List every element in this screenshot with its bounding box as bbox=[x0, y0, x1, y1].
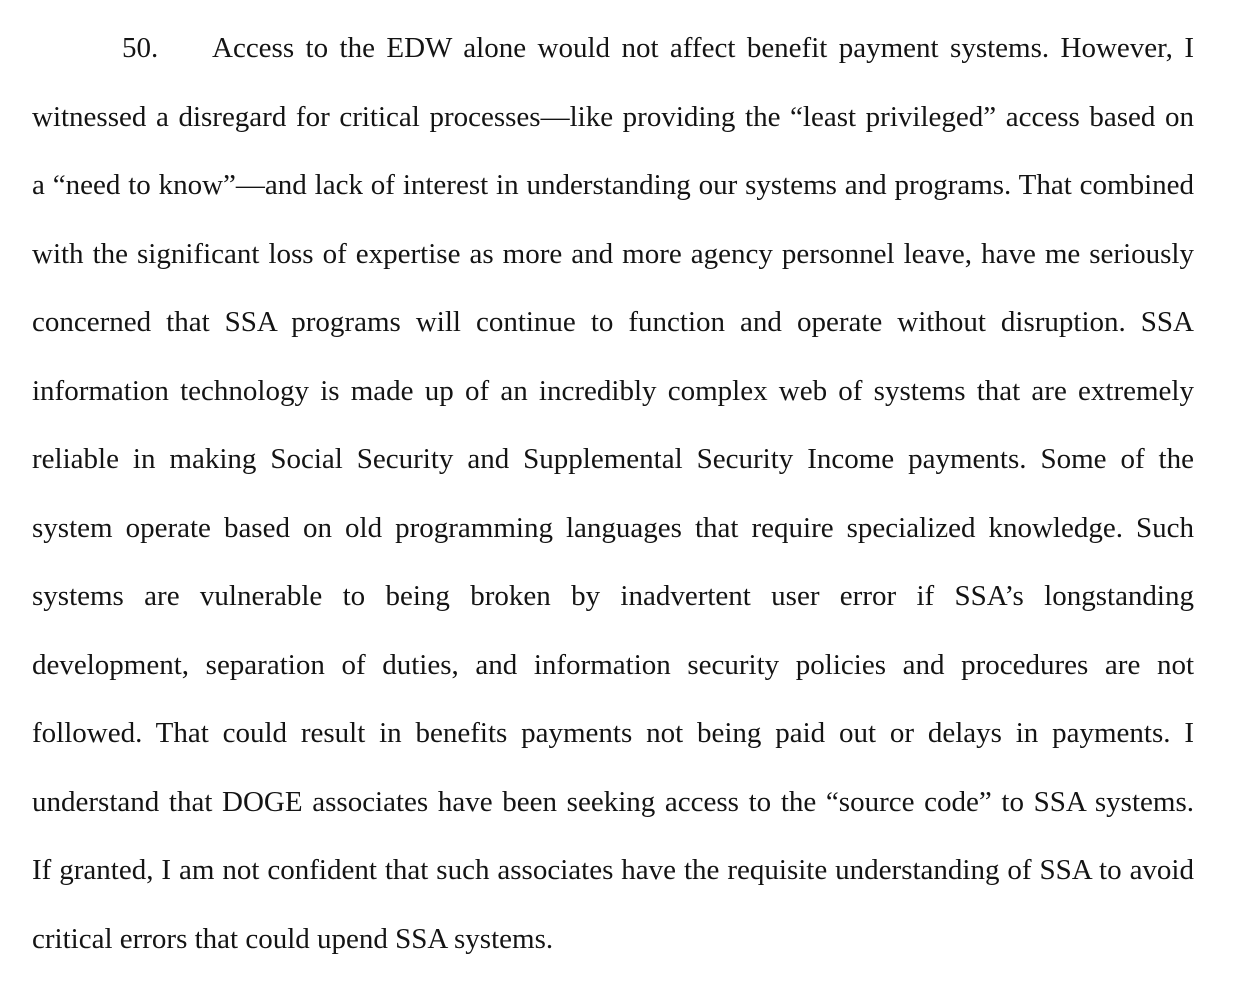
paragraph-line-4: with the significant loss of expertise as more and more agency personnel leave, have me seriously bbox=[32, 238, 1194, 270]
paragraph-line-8: system operate based on old programming languages that require specialized knowledge. Such bbox=[32, 512, 1194, 544]
paragraph-text: Access to the EDW alone would not affect benefit payment systems. However, I bbox=[212, 32, 1194, 64]
paragraph-line-11: followed. That could result in benefits payments not being paid out or delays in payments. I bbox=[32, 717, 1194, 749]
paragraph-line-2: witnessed a disregard for critical processes—like providing the “least privileged” access based on bbox=[32, 101, 1194, 133]
paragraph-line-14: critical errors that could upend SSA systems. bbox=[32, 923, 554, 955]
paragraph-line-9: systems are vulnerable to being broken by inadvertent user error if SSA’s longstanding bbox=[32, 580, 1194, 612]
paragraph-line-5: concerned that SSA programs will continue to function and operate without disruption. SSA bbox=[32, 306, 1194, 338]
paragraph-line-1 bbox=[122, 31, 1194, 65]
paragraph-number: 50. bbox=[122, 32, 159, 64]
paragraph-line-6: information technology is made up of an incredibly complex web of systems that are extremely bbox=[32, 375, 1194, 407]
paragraph-line-10: development, separation of duties, and information security policies and procedures are not bbox=[32, 649, 1194, 681]
paragraph-line-3: a “need to know”—and lack of interest in understanding our systems and programs. That combined bbox=[32, 169, 1194, 201]
paragraph-line-12: understand that DOGE associates have been seeking access to the “source code” to SSA systems. bbox=[32, 786, 1194, 818]
paragraph-line-7: reliable in making Social Security and Supplemental Security Income payments. Some of the bbox=[32, 443, 1194, 475]
paragraph-line-13: If granted, I am not confident that such associates have the requisite understanding of SSA to avoid bbox=[32, 854, 1194, 886]
